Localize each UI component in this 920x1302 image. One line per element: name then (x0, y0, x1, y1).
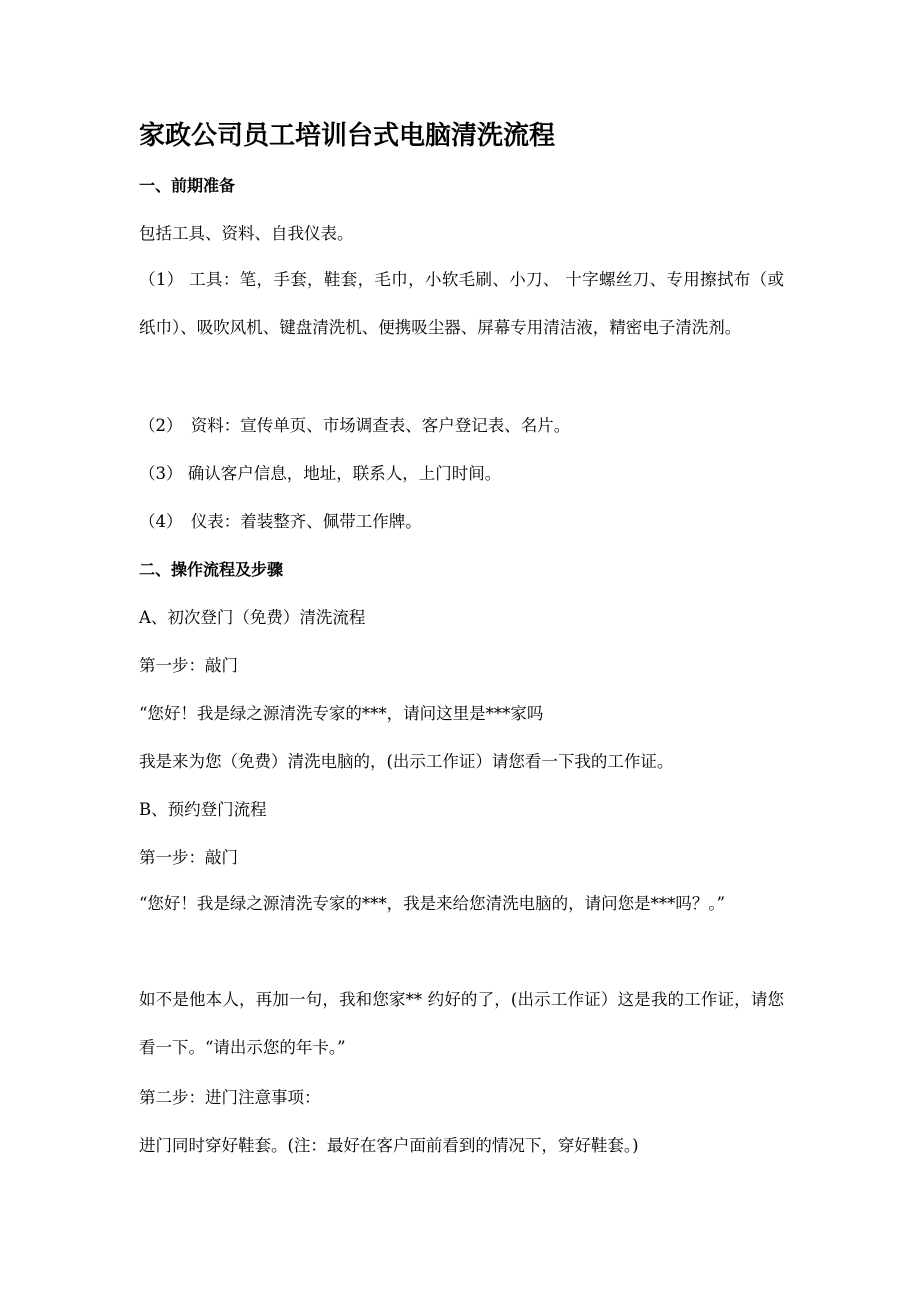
document-title: 家政公司员工培训台式电脑清洗流程 (139, 121, 556, 151)
section-heading-preparation: 一、前期准备 (139, 176, 236, 195)
procedure-a-quote2: 我是来为您（免费）清洗电脑的，(出示工作证）请您看一下我的工作证。 (139, 752, 674, 771)
procedure-b-step1: 第一步：敲门 (139, 848, 238, 867)
procedure-a-quote1: “您好！我是绿之源清洗专家的***，请问这里是***家吗 (139, 704, 544, 723)
section-heading-procedure: 二、操作流程及步骤 (139, 560, 284, 579)
procedure-b-quote1: “您好！我是绿之源清洗专家的***，我是来给您清洗电脑的，请问您是***吗？。” (139, 894, 726, 913)
procedure-b-step2: 第二步：进门注意事项： (139, 1088, 321, 1107)
procedure-a-step1: 第一步：敲门 (139, 656, 238, 675)
procedure-b-title: B、预约登门流程 (139, 800, 267, 819)
procedure-b-step2-text: 进门同时穿好鞋套。(注：最好在客户面前看到的情况下，穿好鞋套。) (139, 1136, 639, 1155)
preparation-item-confirm: （3） 确认客户信息，地址，联系人，上门时间。 (139, 464, 502, 483)
preparation-item-appearance: （4） 仪表：着装整齐、佩带工作牌。 (139, 512, 422, 531)
procedure-a-title: A、初次登门（免费）清洗流程 (139, 608, 366, 627)
procedure-b-quote2: 如不是他本人，再加一句，我和您家** 约好的了，(出示工作证）这是我的工作证，请您看一下。“请出示您的年卡。” (139, 990, 784, 1057)
preparation-intro: 包括工具、资料、自我仪表。 (139, 224, 354, 243)
preparation-item-tools: （1） 工具：笔，手套，鞋套，毛巾，小软毛刷、小刀、 十字螺丝刀、专用擦拭布（或纸巾）、吸吹风机、键盘清洗机、便携吸尘器、屏幕专用清洁液，精密电子清洗剂。 (139, 270, 784, 337)
preparation-item-materials: （2） 资料：宣传单页、市场调查表、客户登记表、名片。 (139, 416, 571, 435)
